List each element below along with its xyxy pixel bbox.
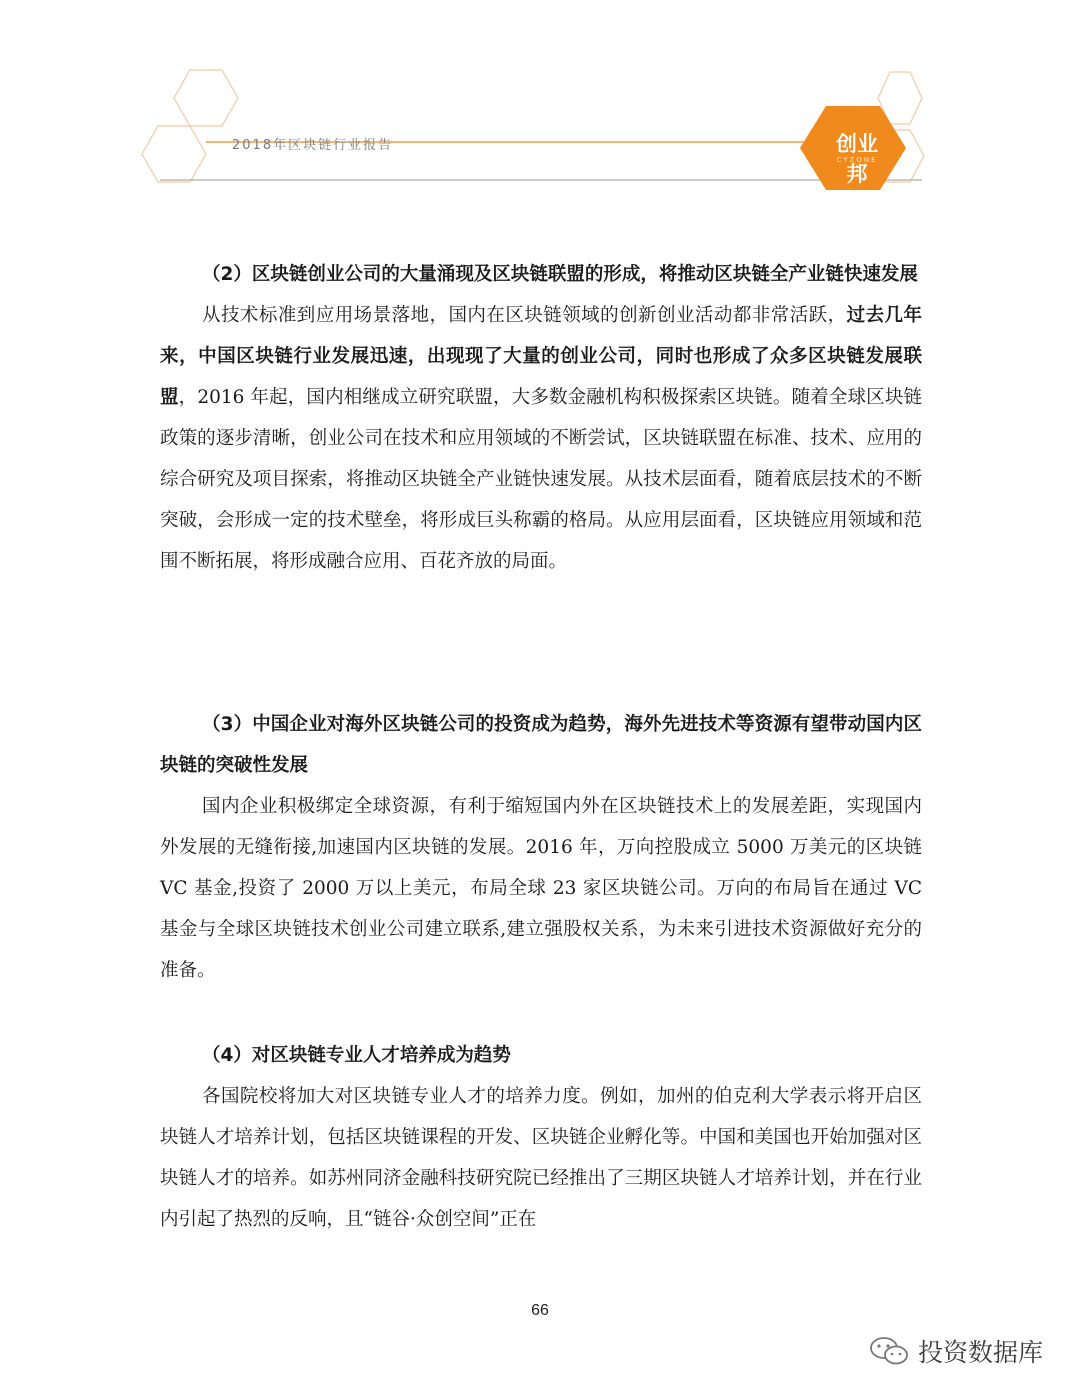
watermark-text: 投资数据库 xyxy=(918,1338,1044,1367)
section-2 xyxy=(160,254,922,582)
section-2-text-a: 从技术标准到应用场景落地，国内在区块链领域的创新创业活动都非常活跃， xyxy=(202,305,847,326)
watermark xyxy=(868,1333,1043,1369)
section-2-heading: （2）区块链创业公司的大量涌现及区块链联盟的形成，将推动区块链全产业链快速发展 xyxy=(202,264,918,285)
section-2-text-bold: 过去几年来，中国区块链行业发展迅速，出现现了大量的创业公司，同时也形成了众多区块链发展联盟 xyxy=(160,305,922,408)
header-decoration xyxy=(0,0,1080,200)
header-title: 2018年区块链行业报告 xyxy=(232,138,394,153)
section-4 xyxy=(160,1035,922,1240)
section-4-paragraph: 各国院校将加大对区块链专业人才的培养力度。例如，加州的伯克利大学表示将开启区块链人才培养计划，包括区块链课程的开发、区块链企业孵化等。中国和美国也开始加强对区块链人才的培养。如苏州同济金融科技研究院已经推出了三期区块链人才培养计划，并在行业内引起了热烈的反响，且“链谷·众创空间”正在 xyxy=(160,1086,922,1230)
section-2-paragraph xyxy=(160,295,922,582)
section-2-text-b: ，2016 年起，国内相继成立研究联盟，大多数金融机构积极探索区块链。随着全球区块链政策的逐步清晰，创业公司在技术和应用领域的不断尝试，区块链联盟在标准、技术、应用的综合研究及项目探索，将推动区块链全产业链快速发展。从技术层面看，随着底层技术的不断突破，会形成一定的技术壁垒，将形成巨头称霸的格局。从应用层面看，区块链应用领域和范围不断拓展，将形成融合应用、百花齐放的局面。 xyxy=(160,387,922,572)
section-3-paragraph: 国内企业积极绑定全球资源，有利于缩短国内外在区块链技术上的发展差距，实现国内外发展的无缝衔接,加速国内区块链的发展。2016 年，万向控股成立 5000 万美元的区块链 VC 基金,投资了 2000 万以上美元，布局全球 23 家区块链公司。万向的布局旨在通过 VC 基金与全球区块链技术创业公司建立联系,建立强股权关系，为未来引进技术资源做好充分的准备。 xyxy=(160,796,922,981)
page-number: 66 xyxy=(531,1302,549,1319)
wechat-icon xyxy=(868,1335,910,1367)
section-4-heading: （4）对区块链专业人才培养成为趋势 xyxy=(202,1045,511,1066)
brand-logo-sub: CYZONE xyxy=(836,156,878,164)
section-3 xyxy=(160,704,922,991)
section-3-heading: （3）中国企业对海外区块链公司的投资成为趋势，海外先进技术等资源有望带动国内区块链的突破性发展 xyxy=(160,714,922,776)
brand-logo: 创业邦 xyxy=(836,132,878,186)
